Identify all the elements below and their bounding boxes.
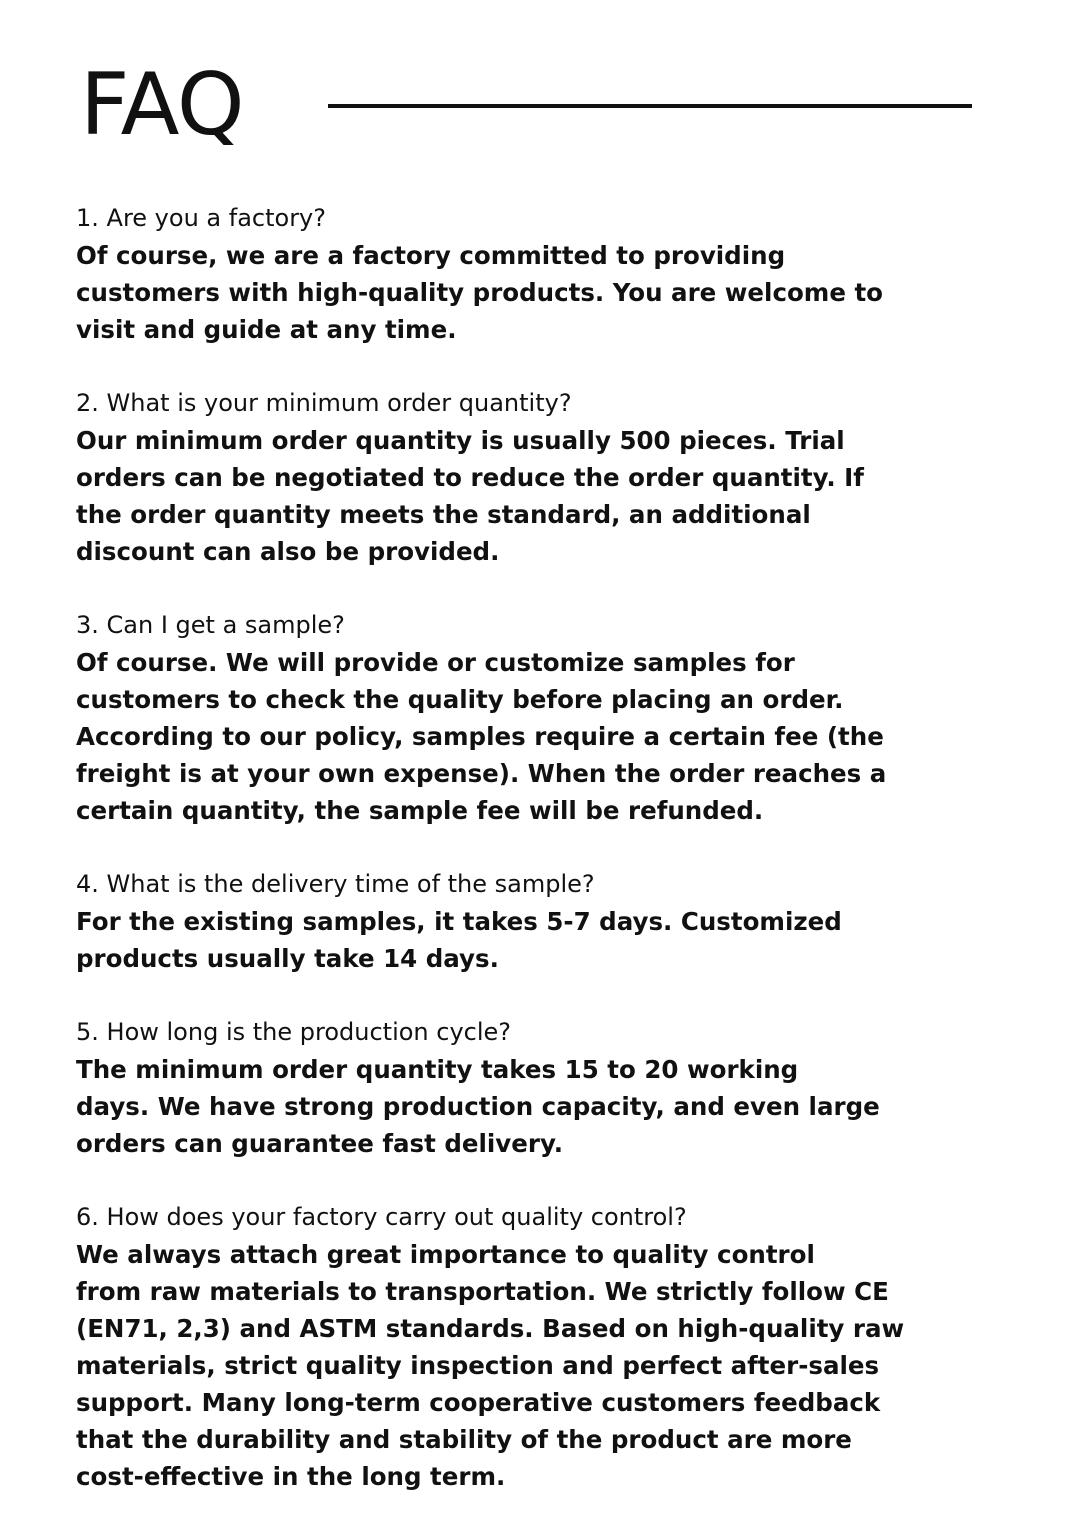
faq-question: 5. How long is the production cycle?	[76, 1018, 512, 1046]
faq-item-1	[76, 200, 976, 348]
faq-question: 6. How does your factory carry out quality control?	[76, 1203, 687, 1231]
faq-item-6	[76, 1199, 976, 1495]
faq-item-5	[76, 1014, 976, 1162]
title-divider	[328, 104, 972, 108]
faq-answer: The minimum order quantity takes 15 to 20 working days. We have strong production capacity, and even large orders can guarantee fast delivery.	[76, 1055, 880, 1158]
page-title: FAQ	[80, 55, 244, 155]
faq-item-4	[76, 866, 976, 977]
faq-question: 1. Are you a factory?	[76, 204, 326, 232]
faq-answer: Our minimum order quantity is usually 500 pieces. Trial orders can be negotiated to reduce the order quantity. If the order quantity meets the standard, an additional discount can also be provided.	[76, 426, 864, 566]
faq-item-2	[76, 385, 976, 570]
faq-question: 2. What is your minimum order quantity?	[76, 389, 572, 417]
faq-list	[76, 200, 976, 1532]
faq-answer: Of course. We will provide or customize samples for customers to check the quality before placing an order. According to our policy, samples require a certain fee (the freight is at your own expense). When the order reaches a certain quantity, the sample fee will be refunded.	[76, 648, 887, 825]
faq-question: 3. Can I get a sample?	[76, 611, 345, 639]
faq-answer: Of course, we are a factory committed to providing customers with high-quality products. You are welcome to visit and guide at any time.	[76, 241, 884, 344]
page-header	[0, 0, 1080, 180]
faq-answer: We always attach great importance to quality control from raw materials to transportation. We strictly follow CE (EN71, 2,3) and ASTM standards. Based on high-quality raw materials, strict quality inspection and perfect after-sales support. Many long-term cooperative customers feedback that the durability and stability of the product are more cost-effective in the long term.	[76, 1240, 905, 1491]
faq-answer: For the existing samples, it takes 5-7 days. Customized products usually take 14 days.	[76, 907, 842, 973]
faq-item-3	[76, 607, 976, 829]
faq-question: 4. What is the delivery time of the sample?	[76, 870, 595, 898]
